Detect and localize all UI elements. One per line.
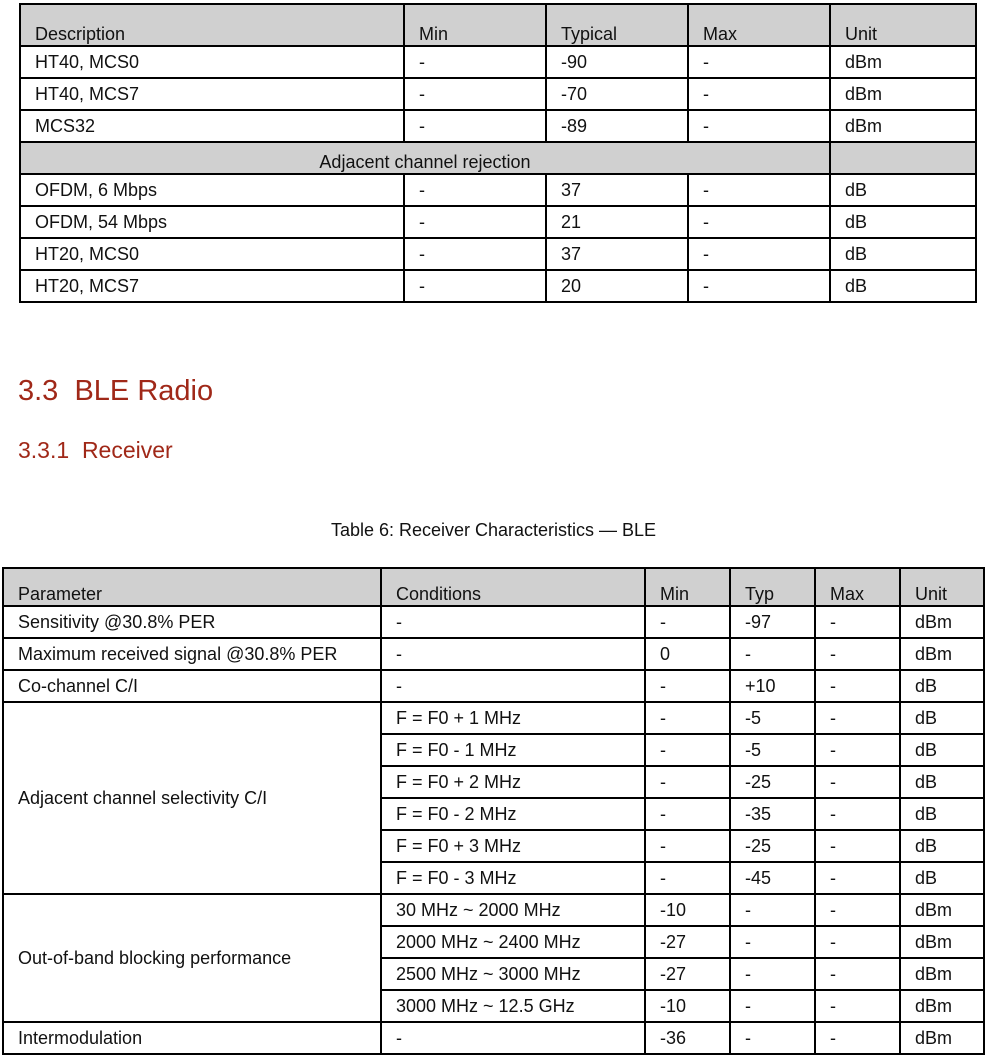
band-empty-cell (830, 142, 976, 174)
table-cell: F = F0 - 1 MHz (381, 734, 645, 766)
table-cell: F = F0 - 3 MHz (381, 862, 645, 894)
table-cell: dBm (900, 990, 984, 1022)
col-header: Typ (730, 568, 815, 606)
table-row (20, 78, 976, 110)
table-cell: F = F0 + 2 MHz (381, 766, 645, 798)
table-band-row (20, 142, 976, 174)
table-cell: - (645, 670, 730, 702)
table-cell: 2000 MHz ~ 2400 MHz (381, 926, 645, 958)
table-cell: - (645, 702, 730, 734)
table-row (3, 638, 984, 670)
table-cell: 37 (546, 174, 688, 206)
table-cell: - (730, 926, 815, 958)
col-header: Max (688, 4, 830, 46)
table-cell: dBm (900, 894, 984, 926)
table-cell: -36 (645, 1022, 730, 1054)
table-cell: - (404, 270, 546, 302)
table-cell: -90 (546, 46, 688, 78)
table-cell: OFDM, 6 Mbps (20, 174, 404, 206)
param-cell: Co-channel C/I (3, 670, 381, 702)
band-label: Adjacent channel rejection (20, 142, 830, 174)
table-cell: - (688, 238, 830, 270)
table-cell: dBm (900, 1022, 984, 1054)
table-cell: - (404, 110, 546, 142)
table-cell: dB (830, 206, 976, 238)
col-header: Parameter (3, 568, 381, 606)
table-cell: 37 (546, 238, 688, 270)
col-header: Description (20, 4, 404, 46)
table-cell: - (404, 206, 546, 238)
table-cell: HT40, MCS7 (20, 78, 404, 110)
table-cell: - (688, 174, 830, 206)
table-cell: HT20, MCS7 (20, 270, 404, 302)
table-header-row (3, 568, 984, 606)
table-cell: 0 (645, 638, 730, 670)
table-cell: -35 (730, 798, 815, 830)
table-caption: Table 6: Receiver Characteristics — BLE (330, 520, 657, 540)
param-cell: Out-of-band blocking performance (3, 894, 381, 1022)
table-cell: 21 (546, 206, 688, 238)
table-cell: - (815, 798, 900, 830)
table-cell: dBm (900, 926, 984, 958)
table-cell: +10 (730, 670, 815, 702)
table-cell: - (645, 734, 730, 766)
subsection-number: 3.3.1 (18, 437, 70, 463)
col-header: Unit (900, 568, 984, 606)
table-cell: - (730, 990, 815, 1022)
table-cell: F = F0 - 2 MHz (381, 798, 645, 830)
table-cell: - (815, 990, 900, 1022)
table-cell: - (688, 110, 830, 142)
col-header: Min (404, 4, 546, 46)
table-cell: dB (900, 670, 984, 702)
table-cell: - (730, 1022, 815, 1054)
ble-receiver-table (2, 567, 985, 1055)
table-cell: - (645, 798, 730, 830)
table-cell: - (404, 46, 546, 78)
table-cell: dB (900, 702, 984, 734)
table-row (20, 206, 976, 238)
table-cell: - (815, 670, 900, 702)
table-cell: - (815, 734, 900, 766)
table-cell: -25 (730, 766, 815, 798)
table-row (20, 46, 976, 78)
table-row (3, 702, 984, 734)
table-cell: - (688, 78, 830, 110)
table-cell: dB (900, 862, 984, 894)
table-cell: - (815, 766, 900, 798)
table-cell: -25 (730, 830, 815, 862)
table-cell: - (404, 238, 546, 270)
param-cell: Sensitivity @30.8% PER (3, 606, 381, 638)
table-cell: F = F0 + 3 MHz (381, 830, 645, 862)
table-cell: - (730, 958, 815, 990)
table-cell: -45 (730, 862, 815, 894)
table-cell: - (815, 638, 900, 670)
subsection-heading (18, 437, 173, 464)
table-row (3, 894, 984, 926)
table-cell: -10 (645, 894, 730, 926)
table-cell: -27 (645, 926, 730, 958)
table-cell: - (404, 78, 546, 110)
table-row (20, 238, 976, 270)
table-cell: HT40, MCS0 (20, 46, 404, 78)
table-cell: - (688, 270, 830, 302)
table-cell: -27 (645, 958, 730, 990)
table-cell: - (815, 702, 900, 734)
subsection-title: Receiver (81, 437, 173, 463)
table-cell: - (645, 606, 730, 638)
table-row (3, 670, 984, 702)
table-cell: -89 (546, 110, 688, 142)
param-cell: Adjacent channel selectivity C/I (3, 702, 381, 894)
table-cell: - (815, 926, 900, 958)
table-row (3, 1022, 984, 1054)
col-header: Unit (830, 4, 976, 46)
table-cell: 2500 MHz ~ 3000 MHz (381, 958, 645, 990)
table-cell: dB (830, 270, 976, 302)
table-cell: dBm (900, 606, 984, 638)
table-cell: dB (900, 734, 984, 766)
table-cell: - (730, 638, 815, 670)
table-cell: 20 (546, 270, 688, 302)
table-cell: - (688, 46, 830, 78)
table-row (3, 606, 984, 638)
table-cell: - (381, 606, 645, 638)
table-cell: - (815, 862, 900, 894)
table-cell: - (381, 638, 645, 670)
table-cell: dB (830, 174, 976, 206)
col-header: Typical (546, 4, 688, 46)
table-cell: 30 MHz ~ 2000 MHz (381, 894, 645, 926)
param-cell: Intermodulation (3, 1022, 381, 1054)
table-cell: - (645, 862, 730, 894)
table-cell: dB (830, 238, 976, 270)
table-cell: - (645, 766, 730, 798)
table-cell: -70 (546, 78, 688, 110)
table-cell: - (381, 1022, 645, 1054)
table-cell: dBm (830, 78, 976, 110)
table-row (20, 110, 976, 142)
table-header-row (20, 4, 976, 46)
table-cell: - (688, 206, 830, 238)
table-cell: - (815, 606, 900, 638)
table-cell: -10 (645, 990, 730, 1022)
param-cell: Maximum received signal @30.8% PER (3, 638, 381, 670)
col-header: Max (815, 568, 900, 606)
section-title: BLE Radio (74, 375, 214, 407)
table-cell: HT20, MCS0 (20, 238, 404, 270)
table-cell: - (730, 894, 815, 926)
table-cell: dB (900, 766, 984, 798)
table-cell: dBm (900, 638, 984, 670)
table-cell: - (815, 830, 900, 862)
table-cell: dB (900, 798, 984, 830)
table-cell: - (404, 174, 546, 206)
table-cell: OFDM, 54 Mbps (20, 206, 404, 238)
table-cell: F = F0 + 1 MHz (381, 702, 645, 734)
table-cell: - (645, 830, 730, 862)
table-cell: - (815, 1022, 900, 1054)
table-cell: - (815, 958, 900, 990)
section-heading (18, 375, 213, 408)
table-cell: - (381, 670, 645, 702)
table-row (20, 270, 976, 302)
table-cell: dBm (830, 110, 976, 142)
table-row (20, 174, 976, 206)
wifi-receiver-table (19, 3, 977, 303)
col-header: Min (645, 568, 730, 606)
table-cell: -5 (730, 734, 815, 766)
table-cell: dBm (830, 46, 976, 78)
table-cell: -5 (730, 702, 815, 734)
table-cell: dBm (900, 958, 984, 990)
table-cell: 3000 MHz ~ 12.5 GHz (381, 990, 645, 1022)
table-cell: dB (900, 830, 984, 862)
table-cell: MCS32 (20, 110, 404, 142)
col-header: Conditions (381, 568, 645, 606)
table-cell: -97 (730, 606, 815, 638)
section-number: 3.3 (18, 375, 59, 407)
table-cell: - (815, 894, 900, 926)
